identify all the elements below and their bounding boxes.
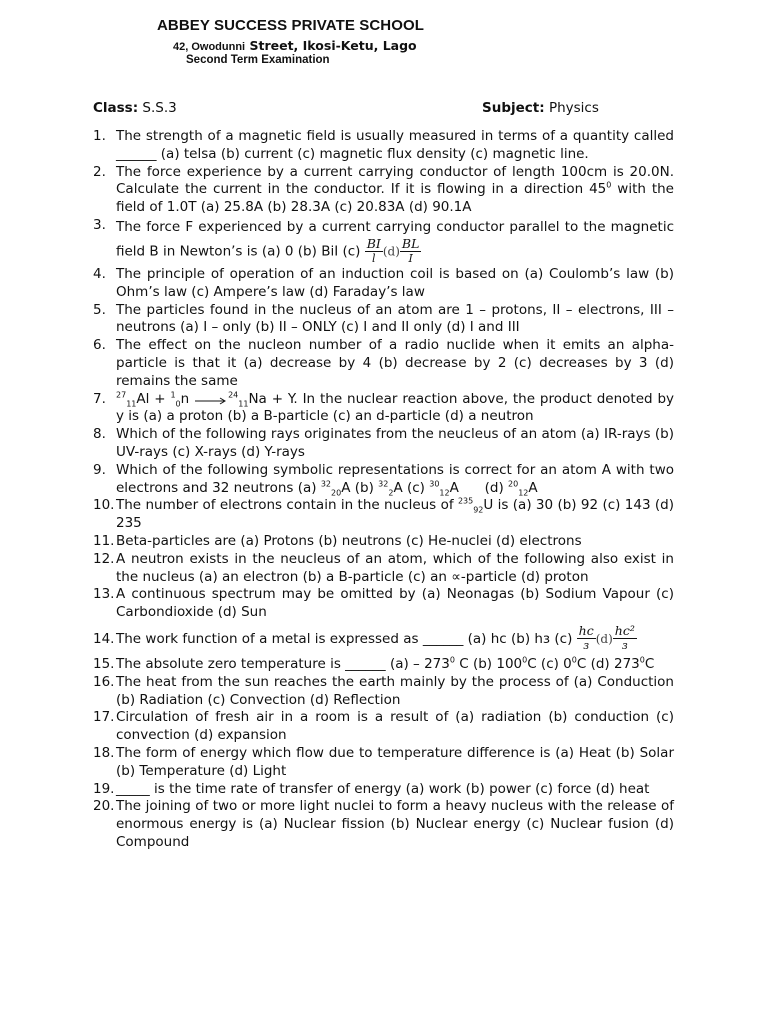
question-item — [93, 622, 674, 656]
question-text: A neutron exists in the neucleus of an atom, which of the following also exist in the nucleus (a) an electron (b) a B-particle (c) an ∝-particle (d) proton — [116, 550, 674, 585]
question-number: 13. — [93, 586, 115, 603]
question-text: Which of the following symbolic representations is correct for an atom A with two electrons and 32 neutrons (a) $^{32}_{20}$A (b) $^{32}_2$A (c) $^{30}_{12}$A (d) $^{20}_{12}$A — [116, 461, 674, 498]
question-number: 3. — [93, 216, 106, 233]
subject-label: Subject: — [482, 100, 545, 116]
question-number: 2. — [93, 163, 106, 180]
question-number: 1. — [93, 128, 106, 144]
question-item — [93, 745, 674, 781]
question-number: 14. — [93, 630, 115, 647]
fraction-hc2-over-lambda: $\frac{\text{hc²}}{\text{ɜ}}$ — [614, 623, 635, 653]
question-item — [93, 217, 674, 266]
question-text: The absolute zero temperature is ______ $(a) - 273^0$ C (b) $100^0C$ (c) $0^0C$ (d) $273^0C$ — [116, 655, 655, 672]
question-number: 18. — [93, 744, 115, 761]
question-item — [93, 551, 674, 587]
question-number: 10. — [93, 497, 115, 514]
degree-superscript: 0 — [606, 180, 612, 190]
question-item — [93, 497, 674, 533]
question-number: 6. — [93, 337, 106, 354]
question-text: The work function of a metal is expressed as ______ (a) hc (b) hɜ (c) $\frac{hc}{\text{ɜ}}$ (d) $\frac{\text{hc²}}{\text{ɜ}}$ — [116, 623, 635, 653]
address-street: Street, Ikosi-Ketu, Lago — [249, 38, 417, 53]
question-item — [93, 391, 674, 427]
fraction-bl-over-i: $\frac{BL}{I}$ — [401, 235, 420, 265]
subject-field — [482, 100, 599, 116]
fraction-bi-over-l: $\frac{BI}{l}$ — [366, 235, 381, 265]
fraction-hc-over-lambda: $\frac{hc}{\text{ɜ}}$ — [578, 623, 594, 653]
question-text: The force experience by a current carrying conductor of length 100cm is 20.0N. Calculate the current in the conductor. If it is flowing in a direction $45^0$ with the field of 1.0T (a) 25.8A (b) 28.3A (c) 20.83A (d) 90.1A — [116, 163, 674, 216]
question-text: _____ is the time rate of transfer of energy (a) work (b) power (c) force (d) heat — [116, 780, 650, 797]
question-text: The particles found in the nucleus of an atom are 1 – protons, II – electrons, III – neutrons (a) I – only (b) II – ONLY (c) I and II only (d) I and III — [116, 301, 674, 336]
class-field — [93, 100, 177, 116]
question-text: Beta-particles are (a) Protons (b) neutrons (c) He-nuclei (d) electrons — [116, 532, 582, 549]
question-number: 20. — [93, 798, 115, 815]
question-number: 4. — [93, 265, 106, 282]
question-number: 7. — [93, 390, 106, 407]
question-item — [93, 426, 674, 462]
subject-value: Physics — [548, 100, 599, 116]
arrow-label: 24 — [228, 390, 239, 400]
question-item — [93, 798, 674, 851]
question-text: A continuous spectrum may be omitted by (a) Neonagas (b) Sodium Vapour (c) Carbondioxide (d) Sun — [116, 586, 674, 621]
question-text: The principle of operation of an induction coil is based on (a) Coulomb’s law (b) Ohm’s law (c) Ampere’s law (d) Faraday’s law — [116, 265, 674, 300]
question-text: Which of the following rays originates from the neucleus of an atom (a) IR-rays (b) UV-rays (c) X-rays (d) Y-rays — [116, 426, 674, 460]
question-text: The strength of a magnetic field is usually measured in terms of a quantity called ______ (a) telsa (b) current (c) magnetic flux density (c) magnetic line. — [116, 128, 674, 162]
exam-title: Second Term Examination — [186, 54, 330, 66]
question-item — [93, 337, 674, 390]
question-list — [93, 128, 674, 852]
question-number: 11. — [93, 532, 115, 549]
question-number: 8. — [93, 426, 106, 443]
question-text: $^{27}_{11}$Al + $^1_0$n $^{24}_{11}$Na + Y. In the nuclear reaction above, the product denoted by y is (a) a proton (b) a B-particle (c) an d-particle (d) a neutron — [116, 390, 675, 425]
question-number: 17. — [93, 709, 115, 726]
question-item — [93, 781, 674, 799]
question-item — [93, 266, 674, 302]
option-d-marker: (d) — [382, 244, 400, 259]
question-item — [93, 586, 674, 622]
question-item — [93, 709, 674, 745]
question-text: The joining of two or more light nuclei to form a heavy nucleus with the release of enormous energy is (a) Nuclear fission (b) Nuclear energy (c) Nuclear fusion (d) Compound — [116, 798, 674, 850]
option-d-marker: (d) — [595, 631, 613, 646]
question-item — [93, 533, 674, 551]
school-name: ABBEY SUCCESS PRIVATE SCHOOL — [157, 17, 425, 34]
question-number: 9. — [93, 461, 106, 478]
question-number: 16. — [93, 673, 115, 690]
question-item — [93, 302, 674, 338]
class-label: Class: — [93, 100, 139, 116]
question-item — [93, 462, 674, 498]
question-number: 5. — [93, 301, 106, 318]
question-text: The form of energy which flow due to temperature difference is (a) Heat (b) Solar (b) Temperature (d) Light — [116, 744, 674, 779]
school-address — [173, 38, 417, 53]
question-text: The effect on the nucleon number of a radio nuclide when it emits an alpha-particle is that it (a) decrease by 4 (b) decrease by 2 (c) decreases by 3 (d) remains the same — [116, 337, 674, 389]
address-number: 42, Owodunni — [173, 41, 246, 53]
question-item — [93, 164, 674, 217]
question-item — [93, 128, 674, 164]
reaction-arrow-icon — [194, 393, 228, 405]
question-number: 19. — [93, 780, 115, 797]
question-item — [93, 656, 674, 674]
question-number: 12. — [93, 550, 115, 567]
question-number: 15. — [93, 655, 115, 672]
question-text: The force F experienced by a current carrying conductor parallel to the magnetic field B in Newton’s is (a) 0 (b) BiI (c) $\frac{BI}{l}$ (d) $\frac{BL}{I}$ — [116, 218, 674, 265]
question-text: The number of electrons contain in the nucleus of $^{235}_{92}$U is (a) 30 (b) 92 (c) 143 (d) 235 — [116, 496, 674, 532]
question-item — [93, 674, 674, 710]
question-text: The heat from the sun reaches the earth mainly by the process of (a) Conduction (b) Radiation (c) Convection (d) Reflection — [116, 673, 674, 708]
question-text: Circulation of fresh air in a room is a result of (a) radiation (b) conduction (c) convection (d) expansion — [116, 709, 674, 744]
class-value: S.S.3 — [142, 100, 177, 116]
